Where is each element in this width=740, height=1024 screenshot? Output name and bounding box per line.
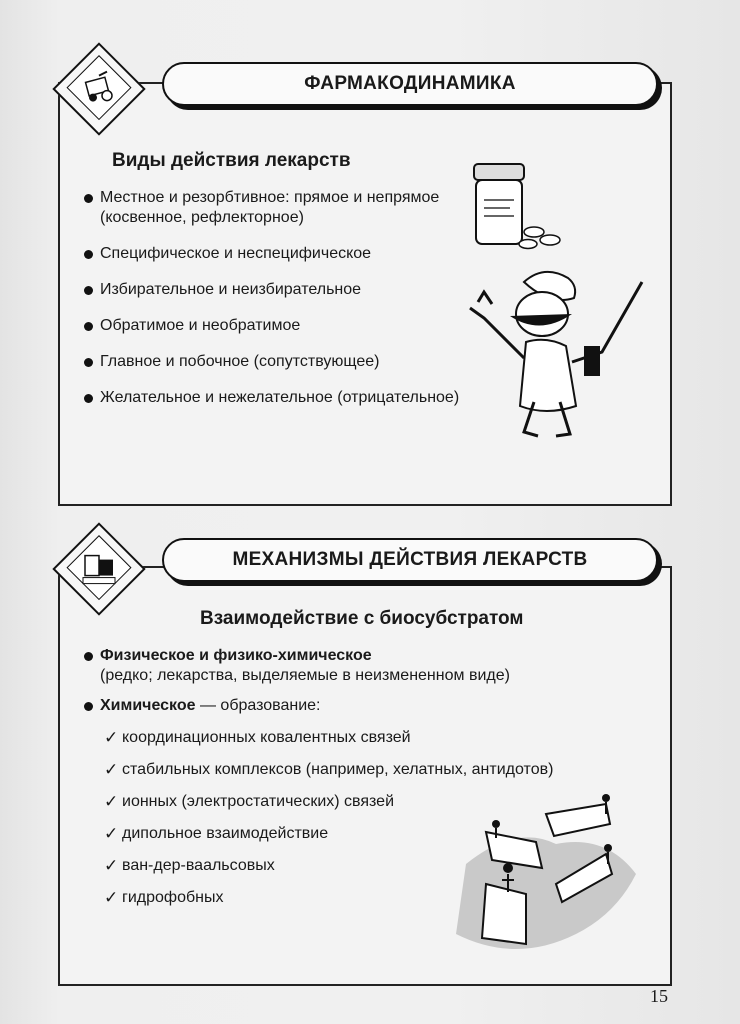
- check-item: ✓ стабильных комплексов (например, хелатных, антидотов): [104, 760, 554, 779]
- section-banner-pharmacodynamics: ФАРМАКОДИНАМИКА: [162, 62, 658, 106]
- bullet-icon: [84, 702, 93, 711]
- check-item: ✓ ионных (электростатических) связей: [104, 792, 395, 811]
- bullet-icon: [84, 250, 93, 259]
- bullet-icon: [84, 286, 93, 295]
- bullet-icon: [84, 358, 93, 367]
- bullet-icon: [84, 652, 93, 661]
- heading-biosubstrate: Взаимодействие с биосубстратом: [200, 608, 524, 629]
- types-of-action-list: [82, 188, 462, 424]
- checkmark-icon: ✓: [104, 760, 119, 779]
- section-banner-mechanisms: МЕХАНИЗМЫ ДЕЙСТВИЯ ЛЕКАРСТВ: [162, 538, 658, 582]
- checkmark-icon: ✓: [104, 888, 119, 907]
- list-item-chemical: Химическое — образование:: [82, 696, 642, 716]
- bullet-icon: [84, 322, 93, 331]
- doctor-cartoon-illustration: [464, 262, 660, 448]
- check-item: ✓ гидрофобных: [104, 888, 224, 907]
- checkmark-icon: ✓: [104, 792, 119, 811]
- checkmark-icon: ✓: [104, 856, 119, 875]
- check-item: ✓ дипольное взаимодействие: [104, 824, 329, 843]
- checkmark-icon: ✓: [104, 824, 119, 843]
- list-item: Желательное и нежелательное (отрицательное): [82, 388, 462, 408]
- check-item: ✓ координационных ковалентных связей: [104, 728, 411, 747]
- checkmark-icon: ✓: [104, 728, 119, 747]
- bullet-icon: [84, 194, 93, 203]
- people-paths-illustration: [446, 784, 646, 960]
- heading-types-of-action: Виды действия лекарств: [112, 150, 351, 171]
- list-item: Обратимое и необратимое: [82, 316, 462, 336]
- interaction-list: [82, 646, 642, 726]
- list-item: Местное и резорбтивное: прямое и непрямое (косвенное, рефлекторное): [82, 188, 462, 228]
- medicine-bottle-illustration: [468, 160, 578, 256]
- page-number: 15: [650, 986, 668, 1006]
- bullet-icon: [84, 394, 93, 403]
- list-item: Специфическое и неспецифическое: [82, 244, 462, 264]
- check-item: ✓ ван-дер-ваальсовых: [104, 856, 275, 875]
- list-item: Главное и побочное (сопутствующее): [82, 352, 462, 372]
- list-item-physical: Физическое и физико-химическое (редко; лекарства, выделяемые в неизмененном виде): [82, 646, 642, 686]
- list-item: Избирательное и неизбирательное: [82, 280, 462, 300]
